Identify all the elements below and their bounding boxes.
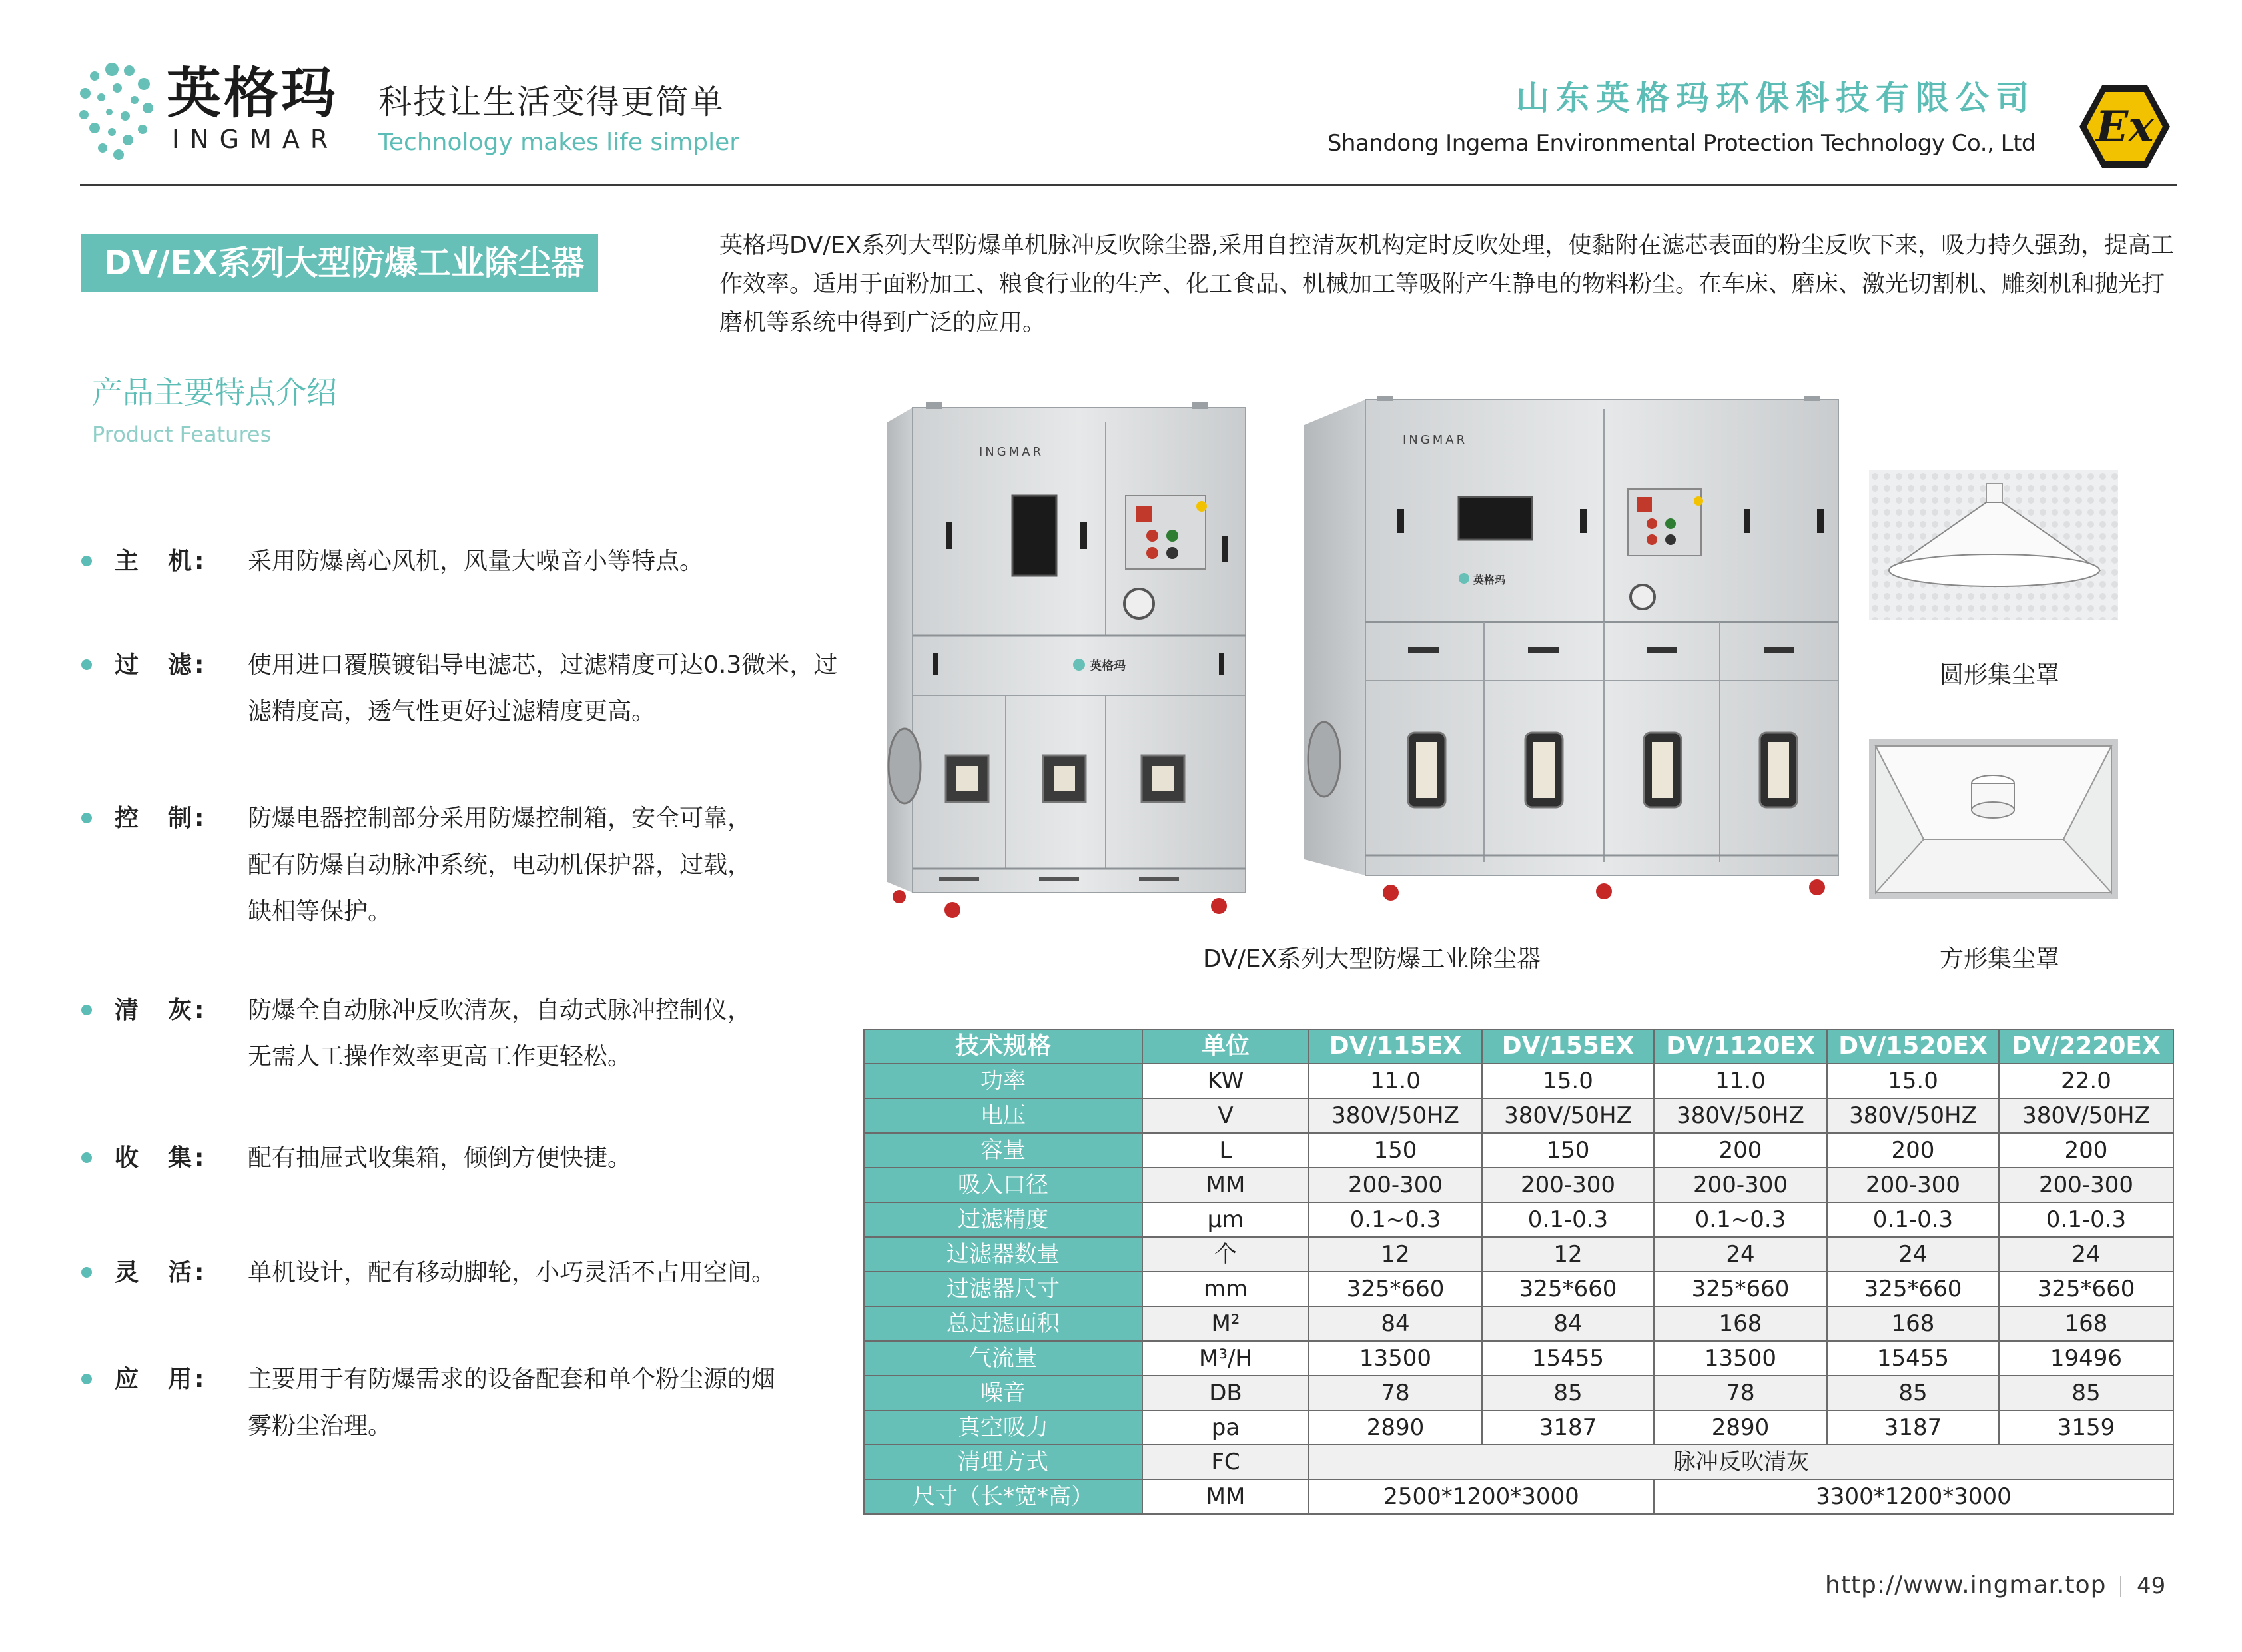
table-row — [864, 1341, 2173, 1376]
spec-value: 0.1~0.3 — [1309, 1202, 1482, 1237]
spec-value: 3187 — [1482, 1410, 1654, 1445]
spec-header-cell: DV/1520EX — [1827, 1029, 1999, 1064]
spec-header-cell: DV/155EX — [1482, 1029, 1654, 1064]
bullet-icon — [81, 1267, 92, 1278]
spec-value: 325*660 — [1999, 1272, 2173, 1306]
spec-value: 0.1-0.3 — [1827, 1202, 1999, 1237]
feature-label: 收 集: — [115, 1144, 207, 1172]
spec-unit: M³/H — [1142, 1341, 1309, 1376]
ex-badge-text: Ex — [2095, 102, 2154, 152]
spec-name: 过滤器数量 — [864, 1237, 1142, 1272]
spec-value: 150 — [1482, 1133, 1654, 1168]
logo-dots-icon — [79, 61, 153, 161]
spec-unit: M² — [1142, 1306, 1309, 1341]
spec-value: 84 — [1482, 1306, 1654, 1341]
spec-value: 200-300 — [1309, 1168, 1482, 1202]
spec-value: 325*660 — [1309, 1272, 1482, 1306]
spec-value: 200-300 — [1654, 1168, 1827, 1202]
table-row — [864, 1202, 2173, 1237]
round-dust-hood-image — [1869, 470, 2118, 620]
spec-name: 过滤器尺寸 — [864, 1272, 1142, 1306]
bullet-icon — [81, 1152, 92, 1163]
spec-value: 78 — [1654, 1376, 1827, 1410]
machine-brand-label: INGMAR — [1403, 433, 1468, 447]
spec-header-cell: DV/1120EX — [1654, 1029, 1827, 1064]
feature-desc: 主要用于有防爆需求的设备配套和单个粉尘源的烟雾粉尘治理。 — [248, 1366, 776, 1440]
spec-value: 200-300 — [1827, 1168, 1999, 1202]
feature-desc: 使用进口覆膜镀铝导电滤芯，过滤精度可达0.3微米，过滤精度高，透气性更好过滤精度更高。 — [248, 651, 838, 725]
table-row — [864, 1272, 2173, 1306]
feature-label: 控 制: — [115, 805, 207, 832]
spec-unit: KW — [1142, 1064, 1309, 1098]
spec-value: 24 — [1999, 1237, 2173, 1272]
spec-value: 0.1-0.3 — [1999, 1202, 2173, 1237]
spec-name: 尺寸（长*宽*高） — [864, 1479, 1142, 1514]
spec-header-cell: DV/2220EX — [1999, 1029, 2173, 1064]
bullet-icon — [81, 1005, 92, 1015]
machine-caption: DV/EX系列大型防爆工业除尘器 — [1203, 945, 1541, 973]
spec-header-cell: DV/115EX — [1309, 1029, 1482, 1064]
spec-unit: DB — [1142, 1376, 1309, 1410]
spec-unit: 个 — [1142, 1237, 1309, 1272]
table-row — [864, 1064, 2173, 1098]
feature-label: 主 机: — [115, 548, 207, 575]
spec-name: 过滤精度 — [864, 1202, 1142, 1237]
spec-value: 24 — [1827, 1237, 1999, 1272]
spec-value: 380V/50HZ — [1309, 1098, 1482, 1133]
company-name-en: Shandong Ingema Environmental Protection Technology Co., Ltd — [1327, 130, 2036, 157]
spec-value: 0.1-0.3 — [1482, 1202, 1654, 1237]
spec-unit: μm — [1142, 1202, 1309, 1237]
table-row — [864, 1306, 2173, 1341]
feature-desc: 配有抽屉式收集箱，倾倒方便快捷。 — [248, 1144, 632, 1172]
feature-desc: 单机设计，配有移动脚轮，小巧灵活不占用空间。 — [248, 1259, 776, 1286]
spec-value: 3300*1200*3000 — [1654, 1479, 2173, 1514]
spec-value: 85 — [1827, 1376, 1999, 1410]
spec-value: 380V/50HZ — [1654, 1098, 1827, 1133]
spec-name: 容量 — [864, 1133, 1142, 1168]
feature-label: 清 灰: — [115, 997, 207, 1024]
spec-value: 3187 — [1827, 1410, 1999, 1445]
spec-header-cell: 技术规格 — [864, 1029, 1142, 1064]
spec-unit: pa — [1142, 1410, 1309, 1445]
table-row — [864, 1168, 2173, 1202]
spec-table — [863, 1029, 2174, 1515]
spec-value: 325*660 — [1827, 1272, 1999, 1306]
spec-value: 325*660 — [1654, 1272, 1827, 1306]
table-row — [864, 1098, 2173, 1133]
spec-value: 0.1~0.3 — [1654, 1202, 1827, 1237]
features-heading-cn: 产品主要特点介绍 — [92, 374, 337, 410]
spec-name: 功率 — [864, 1064, 1142, 1098]
spec-value: 13500 — [1654, 1341, 1827, 1376]
spec-value: 3159 — [1999, 1410, 2173, 1445]
spec-name: 吸入口径 — [864, 1168, 1142, 1202]
slogan-cn: 科技让生活变得更简单 — [378, 83, 725, 121]
spec-value: 325*660 — [1482, 1272, 1654, 1306]
ex-explosion-proof-icon — [2077, 83, 2173, 171]
feature-desc: 采用防爆离心风机，风量大噪音小等特点。 — [248, 548, 704, 575]
spec-value: 200-300 — [1999, 1168, 2173, 1202]
feature-desc: 防爆电器控制部分采用防爆控制箱，安全可靠，配有防爆自动脉冲系统，电动机保护器，过载，缺相等保护。 — [248, 805, 752, 925]
table-row — [864, 1376, 2173, 1410]
spec-value: 380V/50HZ — [1827, 1098, 1999, 1133]
product-title: DV/EX系列大型防爆工业除尘器 — [81, 234, 598, 292]
spec-value: 168 — [1654, 1306, 1827, 1341]
spec-name: 真空吸力 — [864, 1410, 1142, 1445]
spec-name: 总过滤面积 — [864, 1306, 1142, 1341]
spec-value: 11.0 — [1654, 1064, 1827, 1098]
square-hood-caption: 方形集尘罩 — [1940, 945, 2060, 973]
round-hood-caption: 圆形集尘罩 — [1940, 661, 2060, 689]
page-number: 49 — [2137, 1573, 2166, 1599]
spec-value: 12 — [1309, 1237, 1482, 1272]
machine-logo-label: 英格玛 — [1473, 574, 1506, 586]
footer-website-link[interactable]: http://www.ingmar.top — [1825, 1571, 2107, 1599]
spec-unit: mm — [1142, 1272, 1309, 1306]
spec-value: 380V/50HZ — [1482, 1098, 1654, 1133]
bullet-icon — [81, 556, 92, 566]
spec-value: 11.0 — [1309, 1064, 1482, 1098]
spec-value: 15455 — [1482, 1341, 1654, 1376]
spec-value: 200 — [1827, 1133, 1999, 1168]
spec-header-cell: 单位 — [1142, 1029, 1309, 1064]
bullet-icon — [81, 659, 92, 670]
feature-label: 灵 活: — [115, 1259, 207, 1286]
spec-value: 22.0 — [1999, 1064, 2173, 1098]
header-divider — [80, 184, 2177, 186]
spec-value: 200 — [1999, 1133, 2173, 1168]
spec-name: 清理方式 — [864, 1445, 1142, 1479]
spec-name: 电压 — [864, 1098, 1142, 1133]
feature-label: 过 滤: — [115, 651, 207, 679]
dust-collector-small-image — [846, 402, 1259, 929]
logo-name-en: INGMAR — [172, 125, 339, 154]
bullet-icon — [81, 813, 92, 823]
spec-value: 380V/50HZ — [1999, 1098, 2173, 1133]
spec-value: 168 — [1999, 1306, 2173, 1341]
footer-divider — [2120, 1576, 2121, 1597]
spec-value: 24 — [1654, 1237, 1827, 1272]
spec-value: 15.0 — [1482, 1064, 1654, 1098]
spec-value: 19496 — [1999, 1341, 2173, 1376]
product-intro: 英格玛DV/EX系列大型防爆单机脉冲反吹除尘器,采用自控清灰机构定时反吹处理，使黏附在滤芯表面的粉尘反吹下来，吸力持久强劲，提高工作效率。适用于面粉加工、粮食行业的生产、化工食品、机械加工等吸附产生静电的物料粉尘。在车床、磨床、激光切割机、雕刻机和抛光打磨机等系统中得到广泛的应用。 — [719, 232, 2175, 336]
spec-unit: L — [1142, 1133, 1309, 1168]
machine-brand-label: INGMAR — [979, 445, 1044, 459]
machine-logo-label: 英格玛 — [1090, 659, 1126, 673]
spec-value: 85 — [1999, 1376, 2173, 1410]
table-row — [864, 1133, 2173, 1168]
spec-unit: MM — [1142, 1479, 1309, 1514]
table-row — [864, 1237, 2173, 1272]
spec-value: 200-300 — [1482, 1168, 1654, 1202]
spec-value: 2500*1200*3000 — [1309, 1479, 1654, 1514]
spec-value: 200 — [1654, 1133, 1827, 1168]
feature-desc: 防爆全自动脉冲反吹清灰，自动式脉冲控制仪，无需人工操作效率更高工作更轻松。 — [248, 997, 752, 1070]
company-name-cn: 山东英格玛环保科技有限公司 — [1516, 79, 2036, 117]
spec-unit: FC — [1142, 1445, 1309, 1479]
spec-unit: V — [1142, 1098, 1309, 1133]
features-heading-en: Product Features — [92, 422, 272, 447]
logo-name-cn: 英格玛 — [167, 62, 339, 125]
feature-label: 应 用: — [115, 1366, 207, 1393]
spec-value: 168 — [1827, 1306, 1999, 1341]
table-row — [864, 1410, 2173, 1445]
spec-value: 2890 — [1309, 1410, 1482, 1445]
spec-unit: MM — [1142, 1168, 1309, 1202]
spec-header-row — [864, 1029, 2173, 1064]
spec-value: 2890 — [1654, 1410, 1827, 1445]
table-row — [864, 1445, 2173, 1479]
dust-collector-large-image — [1284, 396, 1857, 909]
square-dust-hood-image — [1869, 739, 2118, 899]
spec-value: 85 — [1482, 1376, 1654, 1410]
spec-value: 脉冲反吹清灰 — [1309, 1445, 2173, 1479]
spec-value: 84 — [1309, 1306, 1482, 1341]
spec-value: 150 — [1309, 1133, 1482, 1168]
slogan-en: Technology makes life simpler — [378, 129, 740, 156]
spec-name: 气流量 — [864, 1341, 1142, 1376]
spec-name: 噪音 — [864, 1376, 1142, 1410]
spec-value: 12 — [1482, 1237, 1654, 1272]
table-row — [864, 1479, 2173, 1514]
spec-value: 15455 — [1827, 1341, 1999, 1376]
spec-value: 15.0 — [1827, 1064, 1999, 1098]
spec-value: 78 — [1309, 1376, 1482, 1410]
spec-value: 13500 — [1309, 1341, 1482, 1376]
bullet-icon — [81, 1374, 92, 1384]
